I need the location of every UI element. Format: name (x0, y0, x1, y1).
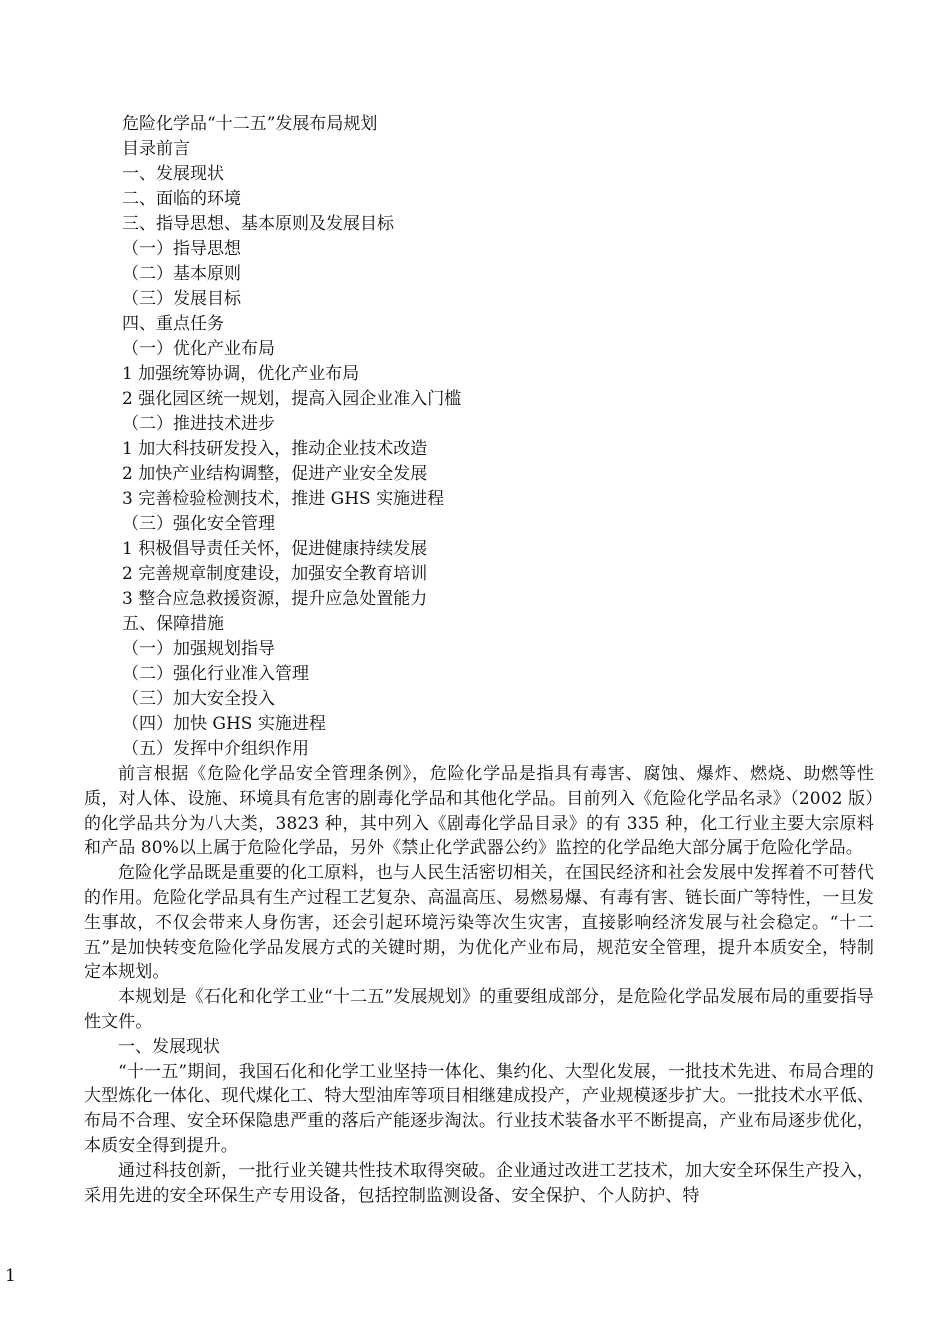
page-number: 1 (5, 1266, 16, 1286)
toc-item: （一）优化产业布局 (122, 339, 275, 359)
section-heading: 一、发展现状 (118, 1036, 220, 1057)
toc-item: （二）推进技术进步 (122, 414, 275, 434)
toc-item: （三）强化安全管理 (122, 514, 275, 534)
paragraph: 危险化学品既是重要的化工原料，也与人民生活密切相关，在国民经济和社会发展中发挥着不可替代的作用。危险化学品具有生产过程工艺复杂、高温高压、易燃易爆、有毒有害、链长面广等特性，一旦发生事故，不仅会带来人身伤害，还会引起环境污染等次生灾害，直接影响经济发展与社会稳定。“十二五”是加快转变危险化学品发展方式的关键时期，为优化产业布局，规范安全管理，提升本质安全，特制定本规划。 (84, 863, 874, 983)
document-title: 危险化学品“十二五”发展布局规划 (122, 114, 378, 134)
table-of-contents (84, 112, 884, 762)
toc-item: 3 完善检验检测技术，推进 GHS 实施进程 (122, 489, 445, 509)
toc-item: 五、保障措施 (122, 614, 224, 634)
toc-item: 3 整合应急救援资源，提升应急处置能力 (122, 589, 428, 609)
toc-item: 1 加大科技研发投入，推动企业技术改造 (122, 439, 428, 459)
toc-item: 目录前言 (122, 139, 190, 159)
toc-item: 1 积极倡导责任关怀，促进健康持续发展 (122, 539, 428, 559)
toc-item: 一、发展现状 (122, 164, 224, 184)
toc-item: 2 加快产业结构调整，促进产业安全发展 (122, 464, 428, 484)
toc-item: （四）加快 GHS 实施进程 (122, 714, 326, 734)
body-text (84, 762, 874, 1208)
paragraph: 通过科技创新，一批行业关键共性技术取得突破。企业通过改进工艺技术，加大安全环保生产投入，采用先进的安全环保生产专用设备，包括控制监测设备、安全保护、个人防护、特 (84, 1160, 874, 1206)
toc-item: （一）加强规划指导 (122, 639, 275, 659)
paragraph: 本规划是《石化和化学工业“十二五”发展规划》的重要组成部分，是危险化学品发展布局的重要指导性文件。 (84, 987, 874, 1032)
toc-item: 2 完善规章制度建设，加强安全教育培训 (122, 564, 428, 584)
toc-item: （五）发挥中介组织作用 (122, 739, 309, 759)
toc-item: （二）基本原则 (122, 264, 241, 284)
toc-item: （三）发展目标 (122, 289, 241, 309)
toc-item: 2 强化园区统一规划，提高入园企业准入门槛 (122, 389, 462, 409)
toc-item: 四、重点任务 (122, 314, 224, 334)
toc-item: 二、面临的环境 (122, 189, 241, 209)
toc-item: 1 加强统筹协调，优化产业布局 (122, 364, 360, 384)
toc-item: （一）指导思想 (122, 239, 241, 259)
paragraph: “十一五”期间，我国石化和化学工业坚持一体化、集约化、大型化发展，一批技术先进、布局合理的大型炼化一体化、现代煤化工、特大型油库等项目相继建成投产，产业规模逐步扩大。一批技术水平低、布局不合理、安全环保隐患严重的落后产能逐步淘汰。行业技术装备水平不断提高，产业布局逐步优化，本质安全得到提升。 (84, 1061, 874, 1156)
paragraph-preface: 前言根据《危险化学品安全管理条例》，危险化学品是指具有毒害、腐蚀、爆炸、燃烧、助燃等性质，对人体、设施、环境具有危害的剧毒化学品和其他化学品。目前列入《危险化学品名录》（2002 版）的化学品共分为八大类，3823 种，其中列入《剧毒化学品目录》的有 335 种，化工行业主要大宗原料和产品 80%以上属于危险化学品，另外《禁止化学武器公约》监控的化学品绝大部分属于危险化学品。 (84, 764, 874, 859)
toc-item: （二）强化行业准入管理 (122, 664, 309, 684)
toc-item: 三、指导思想、基本原则及发展目标 (122, 214, 394, 234)
toc-item: （三）加大安全投入 (122, 689, 275, 709)
